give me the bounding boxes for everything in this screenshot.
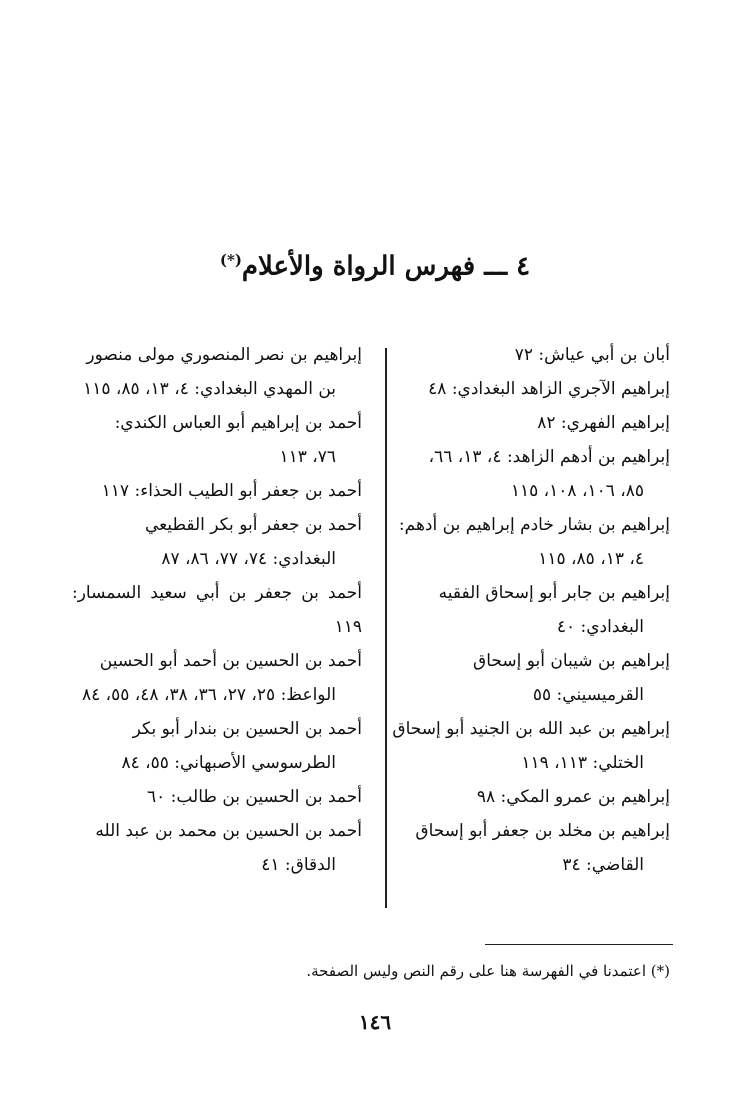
index-entry (72, 644, 362, 712)
entry-continuation: الدقاق: ٤١ (261, 855, 336, 875)
entry-continuation: الواعظ: ٢٥، ٢٧، ٣٦، ٣٨، ٤٨، ٥٥، ٨٤ (81, 685, 336, 705)
index-entry (385, 780, 670, 814)
entry-name: إبراهيم بن نصر المنصوري مولى منصور (86, 345, 362, 365)
entry-name: إبراهيم بن عبد الله بن الجنيد أبو إسحاق (392, 719, 670, 739)
index-entry (72, 338, 362, 406)
index-entry (385, 440, 670, 508)
entry-name: أحمد بن الحسين بن محمد بن عبد الله (95, 821, 362, 841)
entry-name: إبراهيم الآجري الزاهد البغدادي: ٤٨ (428, 379, 670, 399)
entry-name: إبراهيم بن جابر أبو إسحاق الفقيه (438, 583, 670, 603)
index-entry (385, 814, 670, 882)
entry-name: أحمد بن جعفر أبو الطيب الحذاء: ١١٧ (101, 481, 362, 501)
index-entry (72, 406, 362, 474)
entry-name: أحمد بن جعفر أبو بكر القطيعي (144, 515, 362, 535)
entry-name: أحمد بن الحسين بن بندار أبو بكر (132, 719, 362, 739)
entry-name: إبراهيم بن شيبان أبو إسحاق (473, 651, 670, 671)
entry-name: إبراهيم بن بشار خادم إبراهيم بن أدهم: (398, 515, 670, 535)
index-entry (385, 644, 670, 712)
index-entry (72, 814, 362, 882)
entry-name: إبراهيم بن عمرو المكي: ٩٨ (476, 787, 670, 807)
index-entry (385, 712, 670, 780)
entry-name: أحمد بن إبراهيم أبو العباس الكندي: (114, 413, 362, 433)
index-entry (72, 712, 362, 780)
index-entry (72, 780, 362, 814)
entry-continuation: بن المهدي البغدادي: ٤، ١٣، ٨٥، ١١٥ (83, 379, 336, 399)
entry-continuation: القرميسيني: ٥٥ (532, 685, 644, 705)
index-column-left (72, 338, 362, 882)
index-entry (72, 508, 362, 576)
entry-name: إبراهيم الفهري: ٨٢ (537, 413, 670, 433)
index-entry (385, 406, 670, 440)
entry-continuation: القاضي: ٣٤ (562, 855, 644, 875)
index-entry (385, 338, 670, 372)
footnote-rule (485, 944, 673, 945)
entry-name: إبراهيم بن مخلد بن جعفر أبو إسحاق (415, 821, 670, 841)
index-entry (385, 508, 670, 576)
index-entry (385, 576, 670, 644)
title-text: فهرس الرواة والأعلام (241, 251, 476, 282)
index-entry (385, 372, 670, 406)
entry-continuation: الختلي: ١١٣، ١١٩ (521, 753, 644, 773)
index-title (0, 240, 750, 287)
footnote-text: اعتمدنا في الفهرسة هنا على رقم النص وليس الصفحة. (306, 962, 646, 980)
entry-name: أحمد بن الحسين بن أحمد أبو الحسين (99, 651, 362, 671)
footnote (70, 958, 670, 984)
entry-continuation: ٨٥، ١٠٦، ١٠٨، ١١٥ (510, 481, 644, 501)
entry-continuation: الطرسوسي الأصبهاني: ٥٥، ٨٤ (121, 753, 336, 773)
entry-name: أحمد بن الحسين بن طالب: ٦٠ (146, 787, 362, 807)
page-number: ١٤٦ (358, 1010, 392, 1034)
entry-name: أبان بن أبي عياش: ٧٢ (514, 345, 670, 365)
entry-continuation: البغدادي: ٤٠ (556, 617, 644, 637)
index-entry (72, 576, 362, 644)
footnote-marker: (*) (650, 962, 670, 980)
index-entry (72, 474, 362, 508)
entry-continuation: ٤، ١٣، ٨٥، ١١٥ (538, 549, 644, 569)
title-dash: ـــ (484, 251, 508, 282)
entry-name: أحمد بن جعفر بن أبي سعيد السمسار: ١١٩ (72, 583, 362, 637)
title-footnote-marker: (*) (219, 251, 242, 269)
entry-continuation: البغدادي: ٧٤، ٧٧، ٨٦، ٨٧ (161, 549, 336, 569)
entry-name: إبراهيم بن أدهم الزاهد: ٤، ١٣، ٦٦، (428, 447, 670, 467)
column-divider (385, 348, 387, 908)
title-number: ٤ (516, 251, 531, 282)
entry-continuation: ٧٦، ١١٣ (279, 447, 336, 467)
index-column-right (385, 338, 670, 882)
